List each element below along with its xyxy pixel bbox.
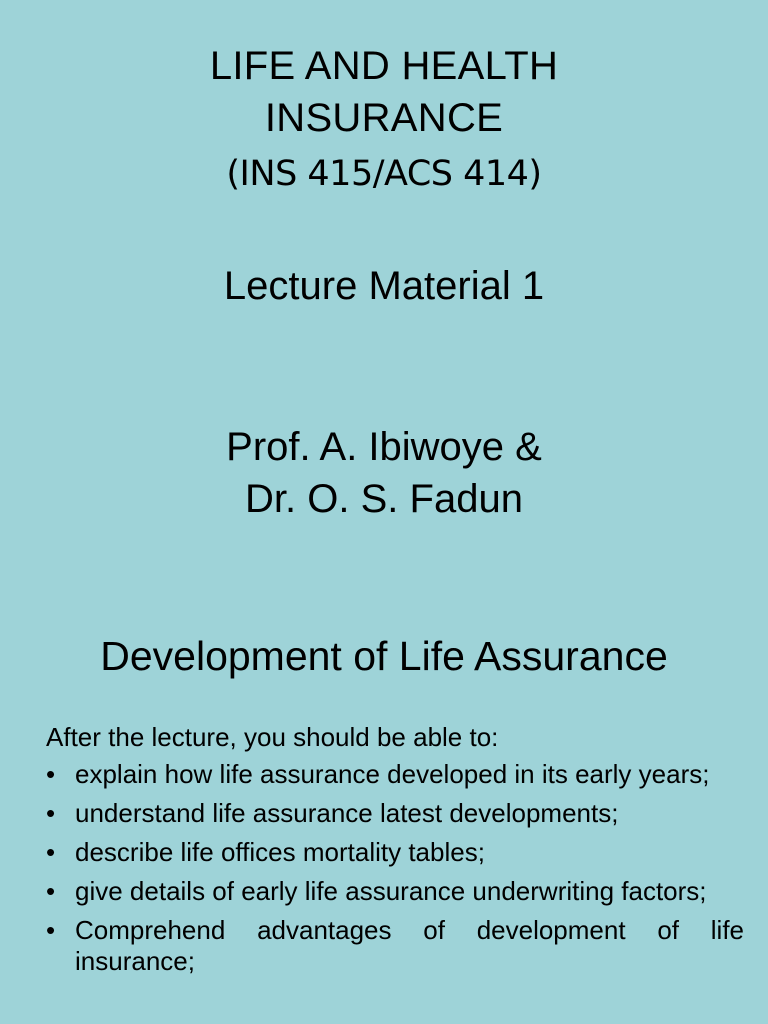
bullet-icon: • — [46, 798, 56, 828]
lecture-label: Lecture Material 1 — [223, 264, 545, 308]
objectives-block — [46, 722, 744, 985]
slide-title — [0, 40, 768, 200]
bullet-icon: • — [46, 837, 56, 867]
objective-text: give details of early life assurance underwriting factors; — [75, 876, 707, 906]
list-item — [46, 798, 744, 829]
objective-text: describe life offices mortality tables; — [75, 837, 485, 867]
bullet-icon: • — [46, 915, 56, 945]
list-item — [46, 837, 744, 868]
section-title: Development of Life Assurance — [100, 633, 668, 679]
title-line-1: LIFE AND HEALTH — [209, 44, 559, 88]
list-item — [46, 876, 744, 907]
bullet-icon: • — [46, 876, 56, 906]
author-line-2: Dr. O. S. Fadun — [245, 477, 523, 521]
list-item — [46, 915, 744, 977]
title-line-2: INSURANCE — [264, 96, 504, 140]
objective-text: explain how life assurance developed in its early years; — [75, 759, 710, 789]
course-code: (INS 415/ACS 414) — [226, 154, 542, 194]
list-item — [46, 759, 744, 790]
author-line-1: Prof. A. Ibiwoye & — [226, 425, 542, 469]
objective-text: understand life assurance latest developments; — [75, 798, 619, 828]
bullet-icon: • — [46, 759, 56, 789]
objectives-list — [46, 759, 744, 977]
objective-text: Comprehend advantages of development of life insurance; — [75, 915, 744, 976]
objectives-intro: After the lecture, you should be able to: — [46, 722, 499, 752]
